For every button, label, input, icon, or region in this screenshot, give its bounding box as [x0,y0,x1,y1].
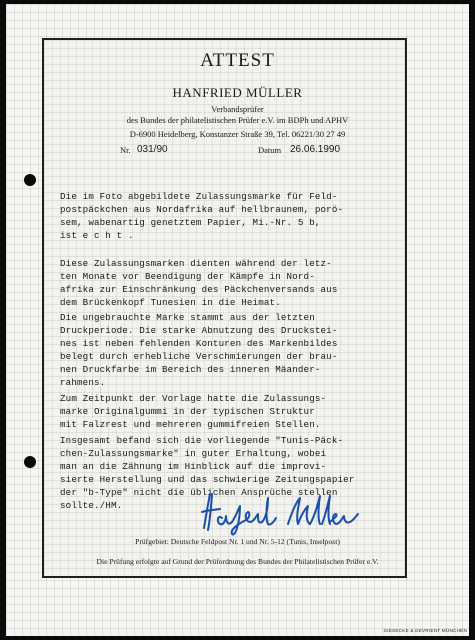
punch-hole-bottom [24,456,36,468]
paragraph-condition: Insgesamt befand sich die vorliegende "Tunis-Päck- chen-Zulassungsmarke" in guter Erhaltung, wobei man an die Zähnung im Hinblick auf die improvi- sierte Herstellung und das schwierige Zeitungspapier der "b-Type" nicht die üblichen Ansprüche stellen sollte./HM. [60,435,355,512]
examiner-name: HANFRIED MÜLLER [172,85,303,100]
certificate-date-label: Datum [258,145,282,155]
examiner-role: Verbandsprüfer [211,104,264,114]
paragraph-printing: Die ungebrauchte Marke stammt aus der letzten Druckperiode. Die starke Abnutzung des Druckstei- nes ist neben fehlenden Konturen des Markenbildes belegt durch erhebliche Verschmierungen der brau- nen Druckfarbe im Bereich des inneren Mäander- rahmens. [60,312,338,389]
paragraph-gum: Zum Zeitpunkt der Vorlage hatte die Zulassungs- marke Originalgummi in der typischen Struktur mit Falzrest und mehreren gummifreien Stellen. [60,393,327,431]
examination-basis: Die Prüfung erfolgte auf Grund der Prüfordnung des Bundes der Philatelistischen Prüfer e.V. [96,557,379,566]
handwritten-signature [196,488,366,538]
examination-scope: Prüfgebiet: Deutsche Feldpost Nr. 1 und Nr. 5-12 (Tunis, Inselpost) [135,537,340,546]
printer-imprint: GIESECKE & DEVRIENT MÜNCHEN [383,628,467,633]
certificate-date: 26.06.1990 [290,144,341,155]
certificate-title: ATTEST [200,50,275,71]
paragraph-history: Diese Zulassungsmarken dienten während der letz- ten Monate vor Beendigung der Kämpfe in Nord- afrika zur Einschränkung des Päckchenversands aus dem Brückenkopf Tunesien in die Heimat. [60,258,338,309]
examiner-association: des Bundes der philatelistischen Prüfer e.V. im BDPh und APHV [126,115,349,125]
certificate-number-label: Nr. [120,145,131,155]
examiner-address: D-6900 Heidelberg, Konstanzer Straße 39, Tel. 06221/30 27 49 [129,129,346,139]
certificate-number: 031/90 [137,144,168,155]
paragraph-authenticity: Die im Foto abgebildete Zulassungsmarke für Feld- postpäckchen aus Nordafrika auf hellbraunem, porö- sem, wabenartig genetztem Papier, Mi.-Nr. 5 b, ist e c h t . [60,191,344,242]
punch-hole-top [24,174,36,186]
